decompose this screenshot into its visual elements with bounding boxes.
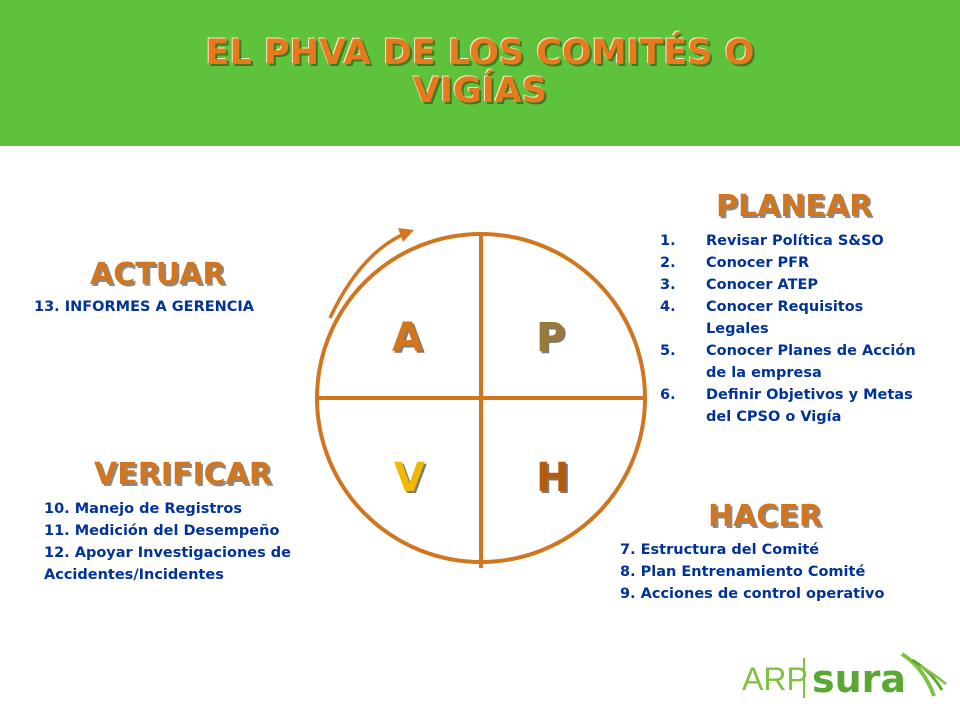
verificar-line: 10. Manejo de Registros — [44, 501, 243, 517]
planear-item-text-cont: Legales — [706, 321, 769, 337]
hacer-line: 8. Plan Entrenamiento Comité — [620, 564, 866, 580]
planear-list — [660, 230, 916, 428]
quadrant-letter-v: V — [394, 455, 425, 501]
actuar-text — [34, 296, 254, 318]
cycle-arrow-arc — [330, 234, 404, 318]
planear-item-text: Conocer PFR — [706, 255, 810, 271]
hacer-text — [620, 539, 884, 605]
title-line-1: EL PHVA DE LOS COMITÉS O — [205, 33, 755, 73]
planear-item — [660, 340, 916, 384]
logo-prefix: ARP — [742, 661, 808, 697]
title-line-2: VIGÍAS — [412, 71, 548, 111]
planear-item-text: Revisar Política S&SO — [706, 233, 884, 249]
planear-item-number: 2. — [660, 255, 676, 271]
planear-item — [660, 296, 916, 340]
arp-sura-logo — [742, 646, 952, 712]
planear-item — [660, 384, 916, 428]
planear-item — [660, 252, 916, 274]
hacer-line: 9. Acciones de control operativo — [620, 586, 885, 602]
hacer-line: 7. Estructura del Comité — [620, 542, 820, 558]
planear-item — [660, 230, 916, 252]
planear-item-number: 1. — [660, 233, 676, 249]
planear-item-text-cont: de la empresa — [706, 365, 822, 381]
planear-item — [660, 274, 916, 296]
quadrant-letter-h: H — [536, 455, 570, 501]
planear-item-text: Conocer ATEP — [706, 277, 819, 293]
verificar-line: 11. Medición del Desempeño — [44, 523, 280, 539]
actuar-line: 13. INFORMES A GERENCIA — [34, 299, 255, 315]
planear-item-number: 3. — [660, 277, 676, 293]
planear-item-number: 5. — [660, 343, 676, 359]
planear-item-text: Conocer Planes de Acción — [706, 343, 916, 359]
verificar-heading: VERIFICAR — [94, 457, 272, 492]
planear-item-text: Definir Objetivos y Metas — [706, 387, 913, 403]
quadrant-letter-a: A — [392, 315, 423, 361]
planear-heading: PLANEAR — [716, 189, 873, 224]
planear-item-text-cont: del CPSO o Vigía — [706, 409, 842, 425]
verificar-line: Accidentes/Incidentes — [44, 567, 224, 583]
arp-sura-logo-mark — [742, 646, 952, 708]
planear-item-text: Conocer Requisitos — [706, 299, 864, 315]
verificar-text — [44, 498, 291, 586]
quadrant-letter-p: P — [536, 315, 566, 361]
logo-swoosh-icon — [902, 654, 946, 696]
planear-item-number: 4. — [660, 299, 676, 315]
actuar-heading: ACTUAR — [90, 257, 226, 292]
logo-brand: sura — [812, 657, 907, 701]
verificar-line: 12. Apoyar Investigaciones de — [44, 545, 292, 561]
hacer-heading: HACER — [708, 499, 822, 534]
planear-item-number: 6. — [660, 387, 676, 403]
